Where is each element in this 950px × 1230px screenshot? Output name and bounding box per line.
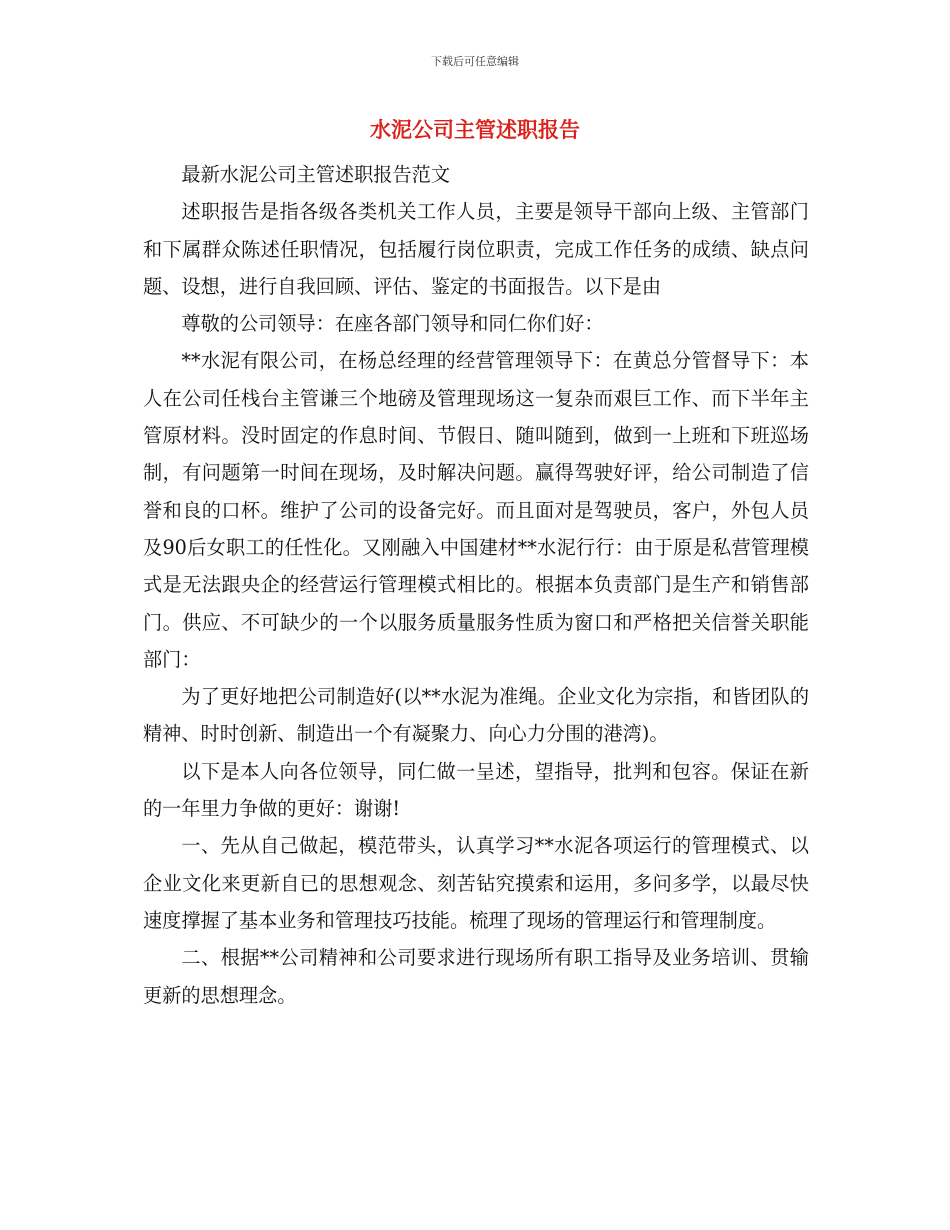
paragraph-subtitle: 最新水泥公司主管述职报告范文 — [181, 163, 451, 186]
document-body — [143, 156, 809, 1014]
document-title: 水泥公司主管述职报告 — [370, 118, 580, 142]
paragraph-goal: 为了更好地把公司制造好(以**水泥为准绳。企业文化为宗指，和皆团队的精神、时时创新、制造出一个有凝聚力、向心力分围的港湾)。 — [143, 685, 809, 746]
paragraph-greeting: 尊敬的公司领导：在座各部门领导和同仁你们好： — [181, 312, 604, 336]
page-header-note: 下载后可任意编辑 — [431, 55, 519, 68]
paragraph-point-two: 二、根据**公司精神和公司要求进行现场所有职工指导及业务培训、贯输更新的思想理念。 — [143, 946, 809, 1007]
paragraph-point-one: 一、先从自己做起，模范带头，认真学习**水泥各项运行的管理模式、以企业文化来更新自已的思想观念、刻苦钻究摸索和运用，多问多学，以最尽快速度撑握了基本业务和管理技巧技能。梳理了现场的管理运行和管理制度。 — [143, 834, 809, 932]
paragraph-definition: 述职报告是指各级各类机关工作人员，主要是领导干部向上级、主管部门和下属群众陈述任职情况，包括履行岗位职责，完成工作任务的成绩、缺点问题、设想，进行自我回顾、评估、鉴定的书面报告。以下是由 — [143, 200, 809, 298]
paragraph-work-overview: **水泥有限公司，在杨总经理的经营管理领导下：在黄总分管督导下：本人在公司任栈台主管谦三个地磅及管理现场这一复杂而艰巨工作、而下半年主管原材料。没时固定的作息时间、节假日、随叫随到，做到一上班和下班巡场制，有问题第一时间在现场，及时解决问题。赢得驾驶好评，给公司制造了信誉和良的口杯。维护了公司的设备完好。而且面对是驾驶员，客户，外包人员及90后女职工的任性化。又刚融入中国建材**水泥行行：由于原是私营管理模式是无法跟央企的经营运行管理模式相比的。根据本负责部门是生产和销售部门。供应、不可缺少的一个以服务质量服务性质为窗口和严格把关信誉关职能部门： — [143, 349, 809, 671]
paragraph-intro-report: 以下是本人向各位领导，同仁做一呈述，望指导，批判和包容。保证在新的一年里力争做的更好：谢谢! — [143, 759, 809, 821]
